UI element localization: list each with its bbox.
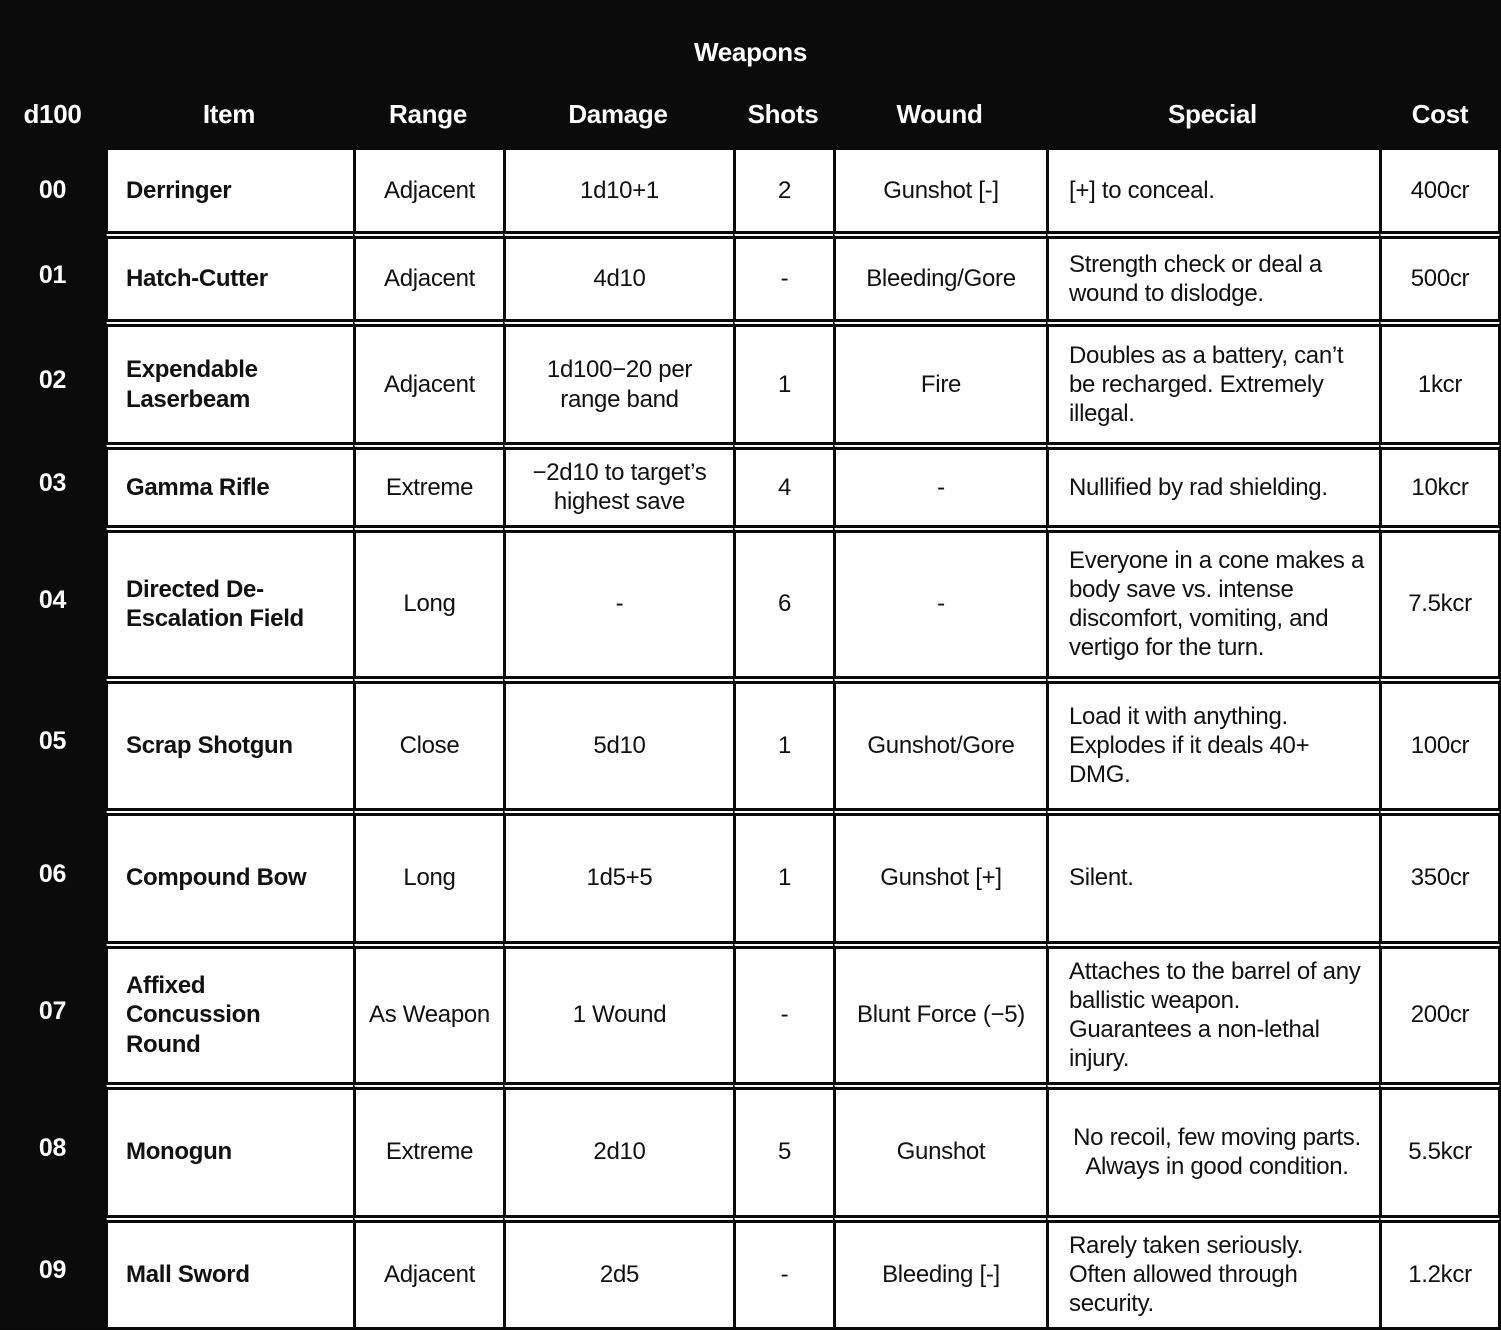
cell-special: Rarely taken seriously. Often allowed through security. [1046, 1215, 1379, 1330]
cell-d100: 09 [0, 1215, 105, 1330]
cell-wound: Gunshot [+] [833, 808, 1046, 941]
cell-cost: 1kcr [1379, 319, 1501, 442]
cell-wound: Fire [833, 319, 1046, 442]
cell-wound: Gunshot [-] [833, 147, 1046, 231]
table-row [0, 676, 1501, 808]
cell-range: Adjacent [353, 231, 503, 319]
column-header-wound: Wound [896, 99, 983, 129]
cell-wound: Bleeding [-] [833, 1215, 1046, 1330]
cell-special: No recoil, few moving parts. Always in good condition. [1046, 1082, 1379, 1215]
cell-special: Strength check or deal a wound to dislodge. [1046, 231, 1379, 319]
cell-shots: 1 [733, 676, 833, 808]
cell-item: Scrap Shotgun [105, 676, 353, 808]
cell-shots: 5 [733, 1082, 833, 1215]
cell-wound: Bleeding/Gore [833, 231, 1046, 319]
cell-damage: 1d10+1 [503, 147, 733, 231]
column-header-range: Range [389, 99, 467, 129]
cell-range: Adjacent [353, 1215, 503, 1330]
cell-damage: 5d10 [503, 676, 733, 808]
table-header [0, 0, 1501, 147]
cell-d100: 05 [0, 676, 105, 808]
cell-shots: - [733, 231, 833, 319]
table-row [0, 442, 1501, 525]
cell-item: Directed De-Escalation Field [105, 525, 353, 676]
cell-cost: 500cr [1379, 231, 1501, 319]
table-row [0, 319, 1501, 442]
cell-damage: 2d10 [503, 1082, 733, 1215]
cell-special: Load it with anything. Explodes if it deals 40+ DMG. [1046, 676, 1379, 808]
cell-shots: 4 [733, 442, 833, 525]
cell-cost: 10kcr [1379, 442, 1501, 525]
cell-damage: 2d5 [503, 1215, 733, 1330]
cell-item: Affixed Concussion Round [105, 941, 353, 1082]
cell-special: Doubles as a battery, can’t be recharged. Extremely illegal. [1046, 319, 1379, 442]
cell-damage: 4d10 [503, 231, 733, 319]
cell-damage: 1 Wound [503, 941, 733, 1082]
cell-range: Extreme [353, 442, 503, 525]
column-header-cost: Cost [1411, 99, 1469, 129]
cell-special: Nullified by rad shielding. [1046, 442, 1379, 525]
cell-d100: 07 [0, 941, 105, 1082]
column-header-shots: Shots [747, 99, 819, 129]
cell-special: Everyone in a cone makes a body save vs. intense discomfort, vomiting, and vertigo for the turn. [1046, 525, 1379, 676]
column-header-item: Item [202, 99, 256, 129]
cell-special: Silent. [1046, 808, 1379, 941]
table-body [0, 147, 1501, 1330]
table-row [0, 147, 1501, 231]
table-row [0, 941, 1501, 1082]
table-row [0, 808, 1501, 941]
cell-range: Long [353, 525, 503, 676]
cell-d100: 04 [0, 525, 105, 676]
cell-d100: 00 [0, 147, 105, 231]
table-row [0, 231, 1501, 319]
cell-wound: - [833, 442, 1046, 525]
cell-item: Hatch-Cutter [105, 231, 353, 319]
cell-item: Gamma Rifle [105, 442, 353, 525]
cell-item: Monogun [105, 1082, 353, 1215]
cell-d100: 02 [0, 319, 105, 442]
cell-shots: 6 [733, 525, 833, 676]
cell-cost: 7.5kcr [1379, 525, 1501, 676]
cell-damage: 1d5+5 [503, 808, 733, 941]
cell-range: Extreme [353, 1082, 503, 1215]
cell-d100: 06 [0, 808, 105, 941]
cell-shots: 1 [733, 808, 833, 941]
cell-shots: 2 [733, 147, 833, 231]
cell-item: Mall Sword [105, 1215, 353, 1330]
cell-wound: Gunshot/Gore [833, 676, 1046, 808]
cell-range: Close [353, 676, 503, 808]
cell-damage: 1d100−20 per range band [503, 319, 733, 442]
column-header-d100: d100 [23, 99, 82, 129]
cell-wound: Gunshot [833, 1082, 1046, 1215]
cell-item: Derringer [105, 147, 353, 231]
cell-range: As Weapon [353, 941, 503, 1082]
table-row [0, 1215, 1501, 1330]
cell-range: Adjacent [353, 147, 503, 231]
cell-cost: 100cr [1379, 676, 1501, 808]
title-row [0, 0, 1501, 92]
cell-special: Attaches to the barrel of any ballistic weapon. Guarantees a non-lethal injury. [1046, 941, 1379, 1082]
cell-damage: - [503, 525, 733, 676]
cell-cost: 1.2kcr [1379, 1215, 1501, 1330]
table-title: Weapons [694, 36, 807, 67]
cell-d100: 03 [0, 442, 105, 525]
cell-range: Adjacent [353, 319, 503, 442]
cell-special: [+] to conceal. [1046, 147, 1379, 231]
cell-shots: - [733, 941, 833, 1082]
cell-cost: 400cr [1379, 147, 1501, 231]
cell-cost: 5.5kcr [1379, 1082, 1501, 1215]
cell-d100: 01 [0, 231, 105, 319]
cell-wound: - [833, 525, 1046, 676]
cell-range: Long [353, 808, 503, 941]
cell-cost: 350cr [1379, 808, 1501, 941]
column-header-row [0, 92, 1501, 147]
cell-item: Compound Bow [105, 808, 353, 941]
cell-shots: 1 [733, 319, 833, 442]
cell-damage: −2d10 to target’s highest save [503, 442, 733, 525]
cell-d100: 08 [0, 1082, 105, 1215]
cell-shots: - [733, 1215, 833, 1330]
cell-item: Expendable Laserbeam [105, 319, 353, 442]
cell-cost: 200cr [1379, 941, 1501, 1082]
column-header-special: Special [1168, 99, 1257, 129]
cell-wound: Blunt Force (−5) [833, 941, 1046, 1082]
table-row [0, 525, 1501, 676]
column-header-damage: Damage [568, 99, 668, 129]
table-row [0, 1082, 1501, 1215]
